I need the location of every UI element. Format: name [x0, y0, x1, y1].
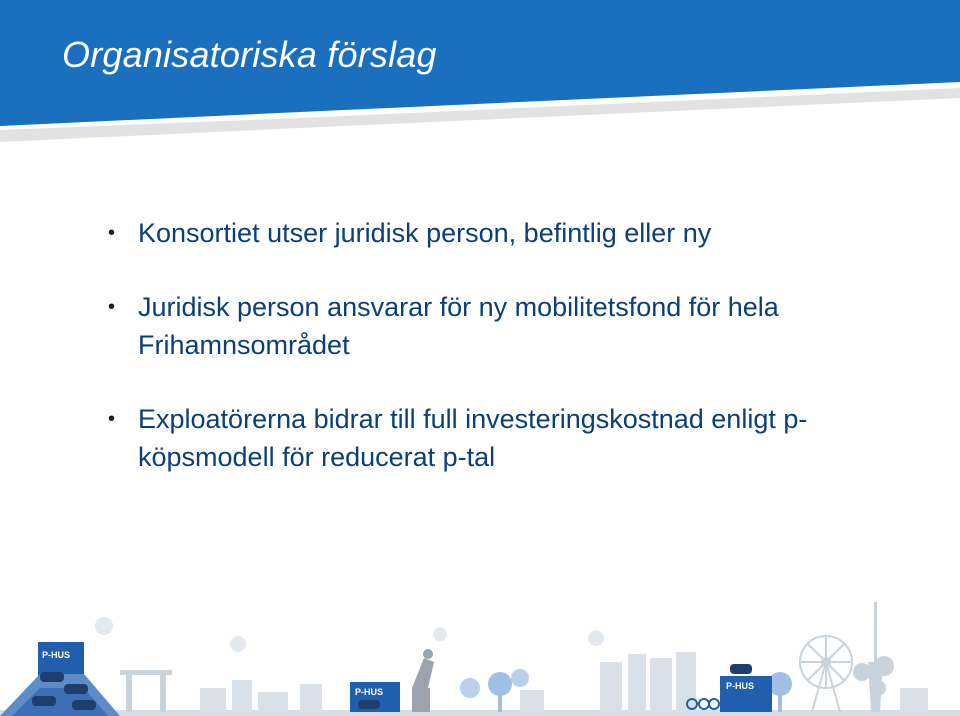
bullet-text: Juridisk person ansvarar för ny mobilitetsfond för hela Frihamnsområdet — [138, 292, 779, 360]
slide-title: Organisatoriska förslag — [62, 34, 437, 75]
bullet-dot-icon: • — [108, 296, 116, 318]
ferris-wheel — [800, 636, 852, 712]
garage-sign-middle: P-HUS — [355, 687, 384, 697]
car-icon — [358, 700, 380, 709]
car-icon — [32, 696, 56, 706]
parking-garage-left — [0, 642, 120, 716]
parking-garage-middle — [350, 682, 400, 712]
bullet-item — [108, 400, 908, 476]
garage-sign-left: P-HUS — [42, 650, 71, 660]
ground-line — [0, 710, 960, 716]
bullet-list — [108, 214, 908, 512]
city-skyline-illustration — [0, 592, 960, 716]
crane-structure — [120, 670, 172, 712]
garage-sign-right: P-HUS — [726, 681, 755, 691]
statue — [412, 649, 434, 712]
bullet-text: Exploatörerna bidrar till full investeringskostnad enligt p-köpsmodell för reducerat p-tal — [138, 404, 808, 472]
bullet-text: Konsortiet utser juridisk person, befintlig eller ny — [138, 218, 712, 248]
bullet-dot-icon: • — [108, 408, 116, 430]
bullet-item — [108, 288, 908, 364]
car-icon — [40, 672, 64, 682]
car-icon — [730, 664, 752, 674]
bullet-dot-icon: • — [108, 222, 116, 244]
car-icon — [72, 700, 96, 710]
parking-garage-right — [720, 664, 772, 712]
bullet-item — [108, 214, 908, 252]
car-icon — [64, 684, 88, 694]
